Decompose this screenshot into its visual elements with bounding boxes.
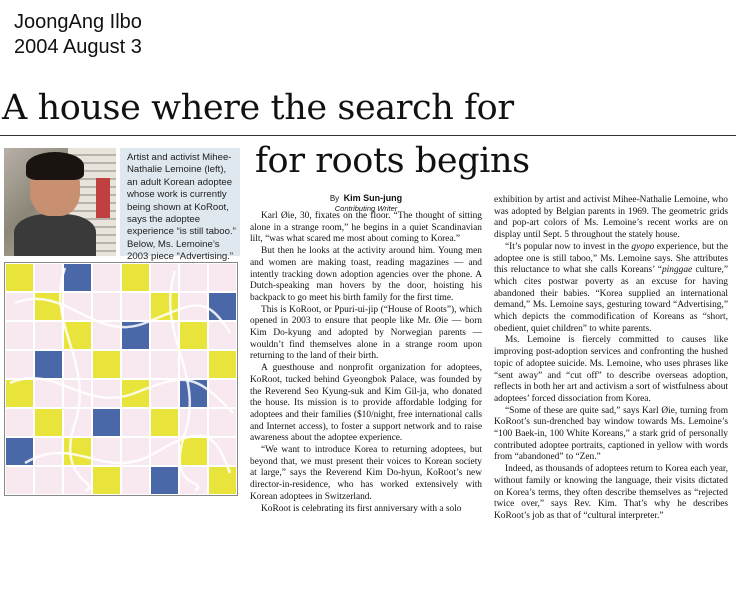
- article-paragraph: “We want to introduce Korea to returning adoptees, but beyond that, we must present their voices to Korean society at large,” says the Reverend Kim Do-hyun, KoRoot’s new director-in-residence, who has worked extensively with Korean adoptees in Switzerland.: [250, 445, 482, 502]
- portrait-photo: [4, 148, 116, 256]
- photo-caption: [120, 148, 240, 263]
- article-column-1: [250, 211, 482, 515]
- byline-by: By: [329, 194, 340, 203]
- publication-source: [14, 10, 142, 60]
- artwork-advertising: [4, 262, 238, 496]
- publication-name: JoongAng Ilbo: [14, 11, 142, 33]
- article-paragraph: Karl Øie, 30, fixates on the floor. “The thought of sitting alone in a strange room,” he begins in a quiet Scandinavian lilt, “was what scared me most about coming to Korea.”: [250, 211, 482, 245]
- headline-line-2: for roots begins: [255, 141, 530, 181]
- article-paragraph: But then he looks at the activity around him. Young men and women are making toast, reading magazines — and intently tracking down adoption agencies over the phone. A Dutch-speaking man hovers by the door, hoisting his backpack to go meet his birth family for the first time.: [250, 246, 482, 303]
- article-paragraph: This is KoRoot, or Ppuri-ui-jip (“House of Roots”), which opened in 2003 to ensure that people like Mr. Øie — born Kim Do-kyung and adopted by Norwegian parents — wouldn’t find themselves alone in a strange room upon returning to the land of their birth.: [250, 304, 482, 362]
- article-paragraph: Indeed, as thousands of adoptees return to Korea each year, without family or knowing the language, their visits dictated on Korea’s terms, they often describe themselves as “rejected twice over,” says Rev. Kim. That’s why he describes KoRoot’s job as that of “cultural interpreter.”: [494, 464, 728, 521]
- headline-rule: [0, 135, 736, 136]
- article-paragraph: exhibition by artist and activist Mihee-Nathalie Lemoine, who was adopted by Belgian parents in 1969. The geometric grids and pop-art colors of Ms. Lemoine’s recent works are on display until Sept. 5 throughout the stately house.: [494, 195, 728, 241]
- photo-caption-text: Artist and activist Mihee-Nathalie Lemoine (left), an adult Korean adoptee whose work is currently being shown at KoRoot, says the adoptee experience “is still taboo.” Below, Ms. Lemoine’s 2003 piece “Advertising.”: [127, 152, 236, 263]
- article-paragraph: Ms. Lemoine is fiercely committed to causes like improving post-adoption services and confronting the hushed topic of adoptee suicide. Ms. Lemoine, who uses phrases like “sent away” and “cut off” to describe overseas adoption, reflects in both her art and activism a sort of wistfulness about adoptees’ forced dissociation from Korea.: [494, 335, 728, 404]
- byline-role: Contributing Writer: [334, 204, 398, 213]
- article-paragraph: A guesthouse and nonprofit organization for adoptees, KoRoot, tucked behind Gyeongbok Palace, was founded by the Reverend Seo Kyung-suk and Kim Gil-ja, who donated the house. Its mission is to provide affordable lodging for adoptees and their families ($10/night, free international calls and Internet access), to foster a support network and to raise awareness about the adoptee experience.: [250, 363, 482, 444]
- artwork-overlay-lines: [5, 263, 237, 495]
- article-paragraph: “Some of these are quite sad,” says Karl Øie, turning from KoRoot’s sun-drenched bay window towards Ms. Lemoine’s “100 Baek-in, 100 White Koreans,” a stark grid of personally contributed adoptee portraits, captioned in yellow with words from “abandoned” to “Zen.”: [494, 405, 728, 463]
- article-paragraph: “It’s popular now to invest in the gyopo experience, but the adoptee one is still taboo,” Ms. Lemoine says. She attributes this reluctance to what she calls Koreans’ “pinggae culture,” which cites postwar poverty as an excuse for having abandoned their babies. “Korea supplied an international demand,” Ms. Lemoine says, gesturing toward “Advertising,” which depicts the commodification of Koreans as “short, obedient, quiet children” to white parents.: [494, 241, 729, 334]
- publication-date: 2004 August 3: [14, 36, 142, 58]
- headline-line-1: A house where the search for: [2, 88, 514, 128]
- article-column-2: [494, 195, 728, 523]
- byline-author: Kim Sun-jung: [343, 193, 403, 203]
- article-paragraph: KoRoot is celebrating its first anniversary with a solo: [261, 503, 462, 514]
